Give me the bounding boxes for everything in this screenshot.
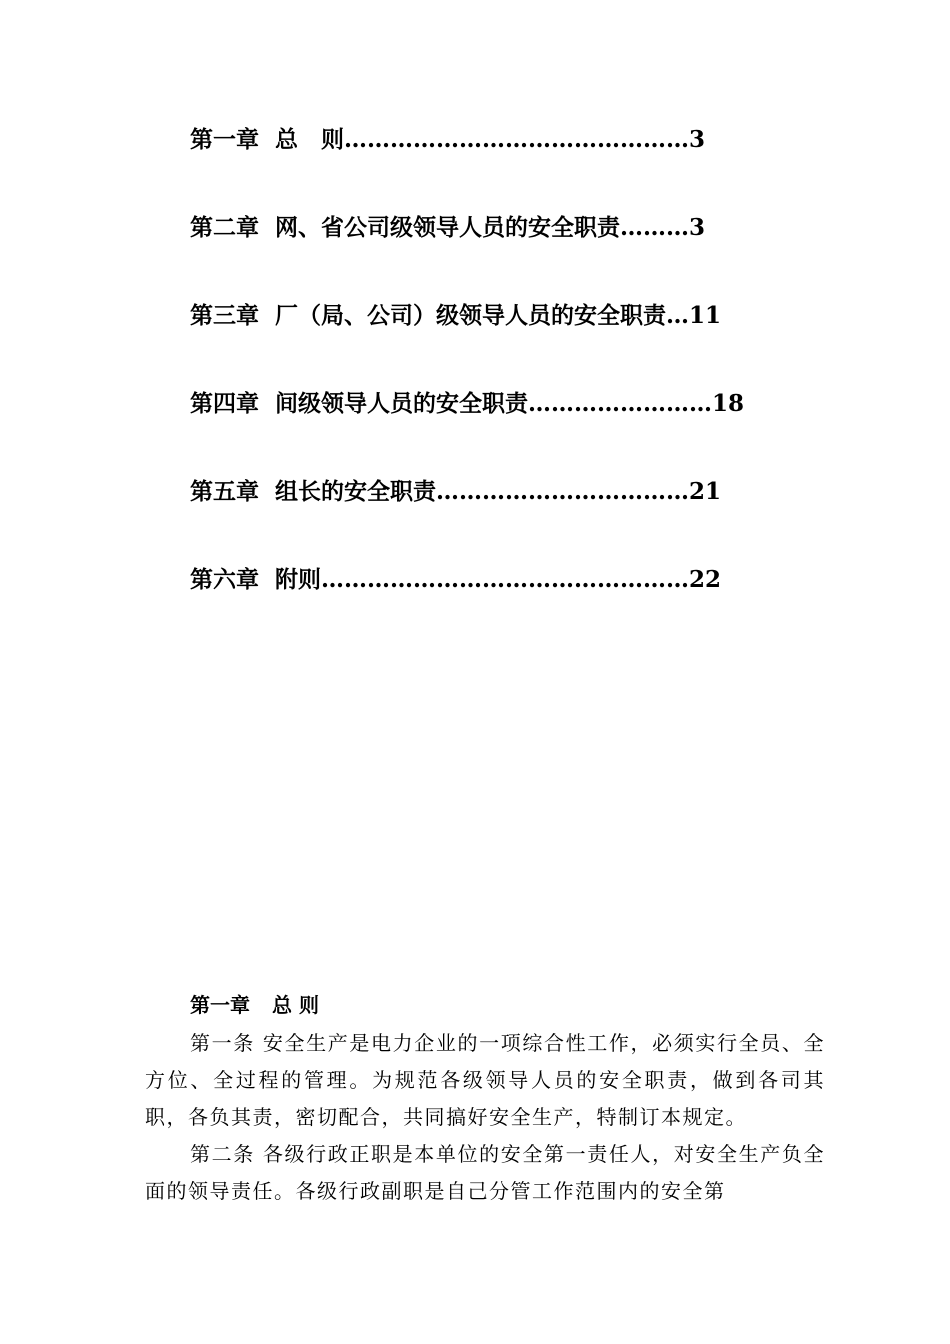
- toc-chapter-number: 第五章: [190, 478, 259, 505]
- toc-entry-5[interactable]: [190, 470, 770, 514]
- toc-page-number: 21: [689, 478, 722, 505]
- toc-chapter-title: 厂（局、公司）级领导人员的安全职责: [275, 302, 666, 329]
- toc-entry-1[interactable]: [190, 118, 770, 162]
- article-paragraph-2: 第二条 各级行政正职是本单位的安全第一责任人，对安全生产负全面的领导责任。各级行政副职是自己分管工作范围内的安全第: [145, 1142, 825, 1203]
- chapter-one-section: [145, 985, 825, 1210]
- toc-chapter-title: 间级领导人员的安全职责: [275, 390, 528, 417]
- toc-leader-dots: ………: [620, 214, 689, 241]
- toc-entry-3[interactable]: [190, 294, 770, 338]
- toc-page-number: 3: [689, 214, 706, 241]
- section-chapter-title: 总 则: [272, 993, 319, 1017]
- toc-leader-dots: ………………………………………: [344, 126, 689, 153]
- toc-leader-dots: ……………………………: [436, 478, 689, 505]
- toc-chapter-number: 第一章: [190, 126, 259, 153]
- toc-chapter-number: 第三章: [190, 302, 259, 329]
- table-of-contents: [190, 118, 770, 646]
- article-paragraph-1: 第一条 安全生产是电力企业的一项综合性工作，必须实行全员、全方位、全过程的管理。为规范各级领导人员的安全职责，做到各司其职，各负其责，密切配合，共同搞好安全生产，特制订本规定。: [145, 1031, 825, 1129]
- toc-entry-4[interactable]: [190, 382, 770, 426]
- toc-leader-dots: …: [666, 302, 689, 329]
- toc-chapter-title: 组长的安全职责: [275, 478, 436, 505]
- toc-chapter-title: 附则: [275, 566, 321, 593]
- toc-chapter-number: 第六章: [190, 566, 259, 593]
- toc-entry-6[interactable]: [190, 558, 770, 602]
- toc-page-number: 11: [689, 302, 722, 329]
- toc-chapter-number: 第四章: [190, 390, 259, 417]
- toc-chapter-title: 总 则: [275, 126, 344, 153]
- toc-chapter-title: 网、省公司级领导人员的安全职责: [275, 214, 620, 241]
- toc-leader-dots: ……………………: [528, 390, 712, 417]
- section-chapter-number: 第一章: [190, 993, 250, 1017]
- section-heading: [145, 985, 825, 1025]
- toc-page-number: 22: [689, 566, 722, 593]
- toc-entry-2[interactable]: [190, 206, 770, 250]
- toc-page-number: 3: [689, 126, 706, 153]
- toc-leader-dots: …………………………………………: [321, 566, 689, 593]
- toc-chapter-number: 第二章: [190, 214, 259, 241]
- toc-page-number: 18: [712, 390, 745, 417]
